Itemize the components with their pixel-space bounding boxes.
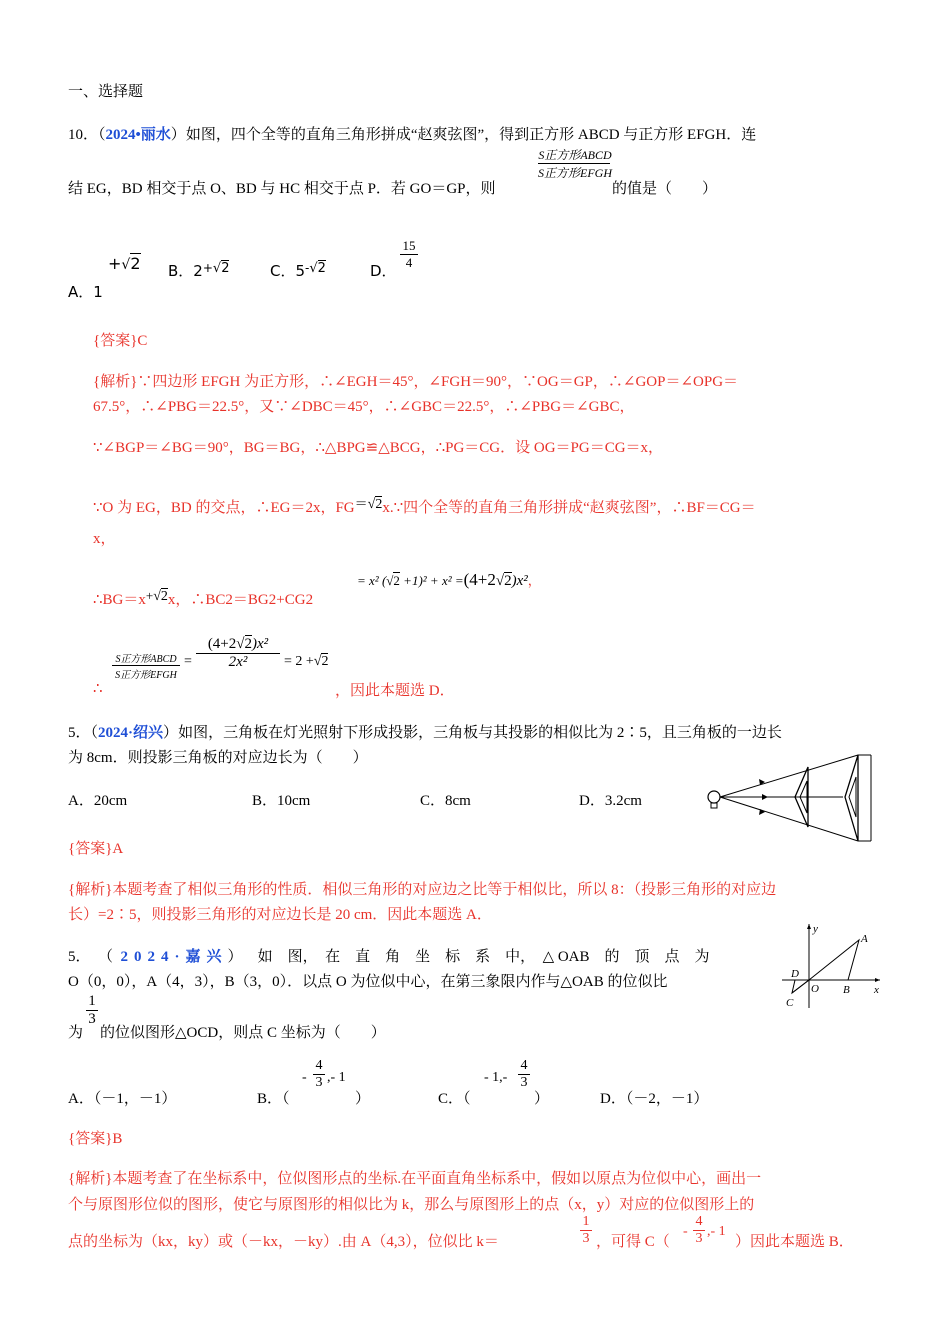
q5a-answer: {答案}A: [68, 841, 124, 857]
q5a-optD: D．3.2cm: [579, 793, 642, 809]
q5a-line1: 5．（2024·绍兴）如图，三角板在灯光照射下形成投影，三角板与其投影的相似比为 2∶5，且三角板的一边长: [68, 725, 782, 741]
q10-number: 10．: [68, 127, 99, 143]
q5b-text3: 的位似图形△OCD，则点 C 坐标为（ ）: [100, 1025, 386, 1041]
q5b-optB-frac: 4 3: [313, 1058, 325, 1091]
q5b-optB-close: ）: [355, 1091, 371, 1107]
q5a-analysis-1: {解析}本题考查了相似三角形的性质．相似三角形的对应边之比等于相似比，所以 8：（投影三角形的对应边: [68, 882, 777, 898]
q5b-ratio-frac: 1 3: [86, 993, 98, 1028]
q10-optC: C．5-√2: [270, 261, 326, 280]
q5b-optA: A．（－1，－1）: [68, 1091, 177, 1107]
q5b-optB-sign: -: [302, 1070, 307, 1085]
q10-optD-frac: 15 4: [400, 238, 418, 271]
q10-text2: 结 EG，BD 相交于点 O、BD 与 HC 相交于点 P．若 GO＝GP，则: [68, 181, 496, 197]
q10-analysis-2: 67.5°，∴∠PBG＝22.5°，又∵∠DBC＝45°，∴∠GBC＝22.5°，∴∠PBG＝∠GBC，: [93, 399, 635, 415]
q10-text1: 如图，四个全等的直角三角形拼成“赵爽弦图”，得到正方形 ABCD 与正方形 EFGH．连: [185, 127, 757, 143]
q10-line1: 10．（2024•丽水）如图，四个全等的直角三角形拼成“赵爽弦图”，得到正方形 ABCD 与正方形 EFGH．连: [68, 127, 757, 143]
q10-ratio-left: S正方形ABCD S正方形EFGH: [112, 650, 180, 681]
q10-ratio-eq: =: [184, 654, 192, 669]
q10-ratio-right: (4+2√2)x² 2x²: [196, 636, 280, 671]
q5b-answer: {答案}B: [68, 1131, 123, 1147]
q5b-analysis-2: 个与原图形位似的图形，使它与原图形的相似比为 k，那么与原图形上的点（x，y）对应的位似图形上的: [68, 1197, 755, 1213]
q5b-text3-pre: 为: [68, 1025, 84, 1041]
q5b-source: 2024·嘉兴: [120, 949, 228, 965]
projection-figure: [703, 751, 878, 846]
q10-therefore: ∴: [93, 681, 103, 697]
q5b-analysis-mid: ，可得 C（: [596, 1234, 670, 1250]
q5a-optC: C．8cm: [420, 793, 471, 809]
q10-optD: D．: [370, 262, 397, 280]
q5b-optD: D．（－2，－1）: [600, 1091, 709, 1107]
q10-optB: B．2+√2: [168, 261, 230, 280]
graph-O-label: O: [811, 983, 819, 995]
q5b-optC: C．（: [438, 1091, 471, 1107]
q5a-text2: 为 8cm．则投影三角板的对应边长为（ ）: [68, 750, 368, 766]
q5b-analysis-sign: -: [683, 1224, 688, 1239]
q5a-optB: B．10cm: [252, 793, 311, 809]
q5b-text2: O（0，0），A（4，3），B（3，0）．以点 O 为位似中心，在第三象限内作与△OAB 的位似比: [68, 974, 668, 990]
q5b-optB: B．（: [257, 1091, 290, 1107]
graph-x-label: x: [874, 984, 879, 996]
graph-B-label: B: [843, 984, 850, 996]
q10-analysis-5: ∴BG＝x+√2x，∴BC2＝BG2+CG2: [93, 588, 314, 608]
q10-text3: 的值是（ ）: [612, 181, 718, 197]
q10-answer: {答案}C: [93, 333, 148, 349]
q5b-analysis-3: 点的坐标为（kx，ky）或（－kx，－ky）.由 A（4,3），位似比 k＝: [68, 1234, 499, 1250]
q5b-optC-a: - 1,-: [484, 1070, 508, 1085]
graph-A-label: A: [861, 933, 868, 945]
q10-conclusion: ，因此本题选 D．: [335, 683, 455, 699]
q5b-optC-frac: 4 3: [518, 1058, 530, 1091]
q10-ratio-result: = 2 +√2: [284, 654, 329, 669]
q10-optA-expr: +√2: [108, 254, 141, 273]
q10-analysis-3: ∵∠BGP＝∠BG＝90°，BG＝BG，∴△BPG≌△BCG，∴PG＝CG．设 OG＝PG＝CG＝x，: [93, 440, 664, 456]
q5a-source: 2024·绍兴: [98, 725, 164, 741]
q5b-analysis-frac1: 1 3: [580, 1214, 592, 1247]
coordinate-figure: [782, 920, 882, 1010]
q5a-optA: A．20cm: [68, 793, 128, 809]
q5b-analysis-frac2: 4 3: [693, 1214, 705, 1247]
graph-y-label: y: [813, 923, 818, 935]
q10-source: 2024•丽水: [105, 127, 171, 143]
q5b-analysis-post: ,- 1: [707, 1224, 726, 1239]
q5b-optC-close: ）: [534, 1091, 550, 1107]
q10-analysis-4b: x，: [93, 531, 116, 547]
q10-bc2-expr: = x² (√2 +1)² + x² =(4+2√2)x²，: [357, 570, 541, 589]
q10-fraction: S正方形ABCD S正方形EFGH: [538, 148, 612, 180]
graph-D-label: D: [791, 968, 799, 980]
q10-optA: A．1: [68, 283, 103, 301]
section-title: 一、选择题: [68, 84, 144, 100]
q5a-analysis-2: 长）=2∶5，则投影三角形的对应边长是 20 cm．因此本题选 A．: [68, 907, 492, 923]
q5b-analysis-end: ）因此本题选 B．: [735, 1234, 854, 1250]
q5b-optB-post: ,- 1: [327, 1070, 346, 1085]
q5b-line1: 5． （ 2024·嘉兴） 如 图， 在 直 角 坐 标 系 中， △ OAB 的 顶 点 为: [68, 949, 710, 965]
q10-analysis-4: ∵O 为 EG，BD 的交点，∴EG＝2x，FG＝√2x.∵四个全等的直角三角形拼成“赵爽弦图”，∴BF＝CG＝: [93, 496, 756, 516]
q10-analysis-1: {解析}∵四边形 EFGH 为正方形，∴∠EGH＝45°，∠FGH＝90°，∵OG＝GP，∴∠GOP＝∠OPG＝: [93, 374, 739, 390]
q5b-analysis-1: {解析}本题考查了在坐标系中，位似图形点的坐标.在平面直角坐标系中，假如以原点为位似中心，画出一: [68, 1171, 762, 1187]
graph-C-label: C: [786, 997, 794, 1009]
